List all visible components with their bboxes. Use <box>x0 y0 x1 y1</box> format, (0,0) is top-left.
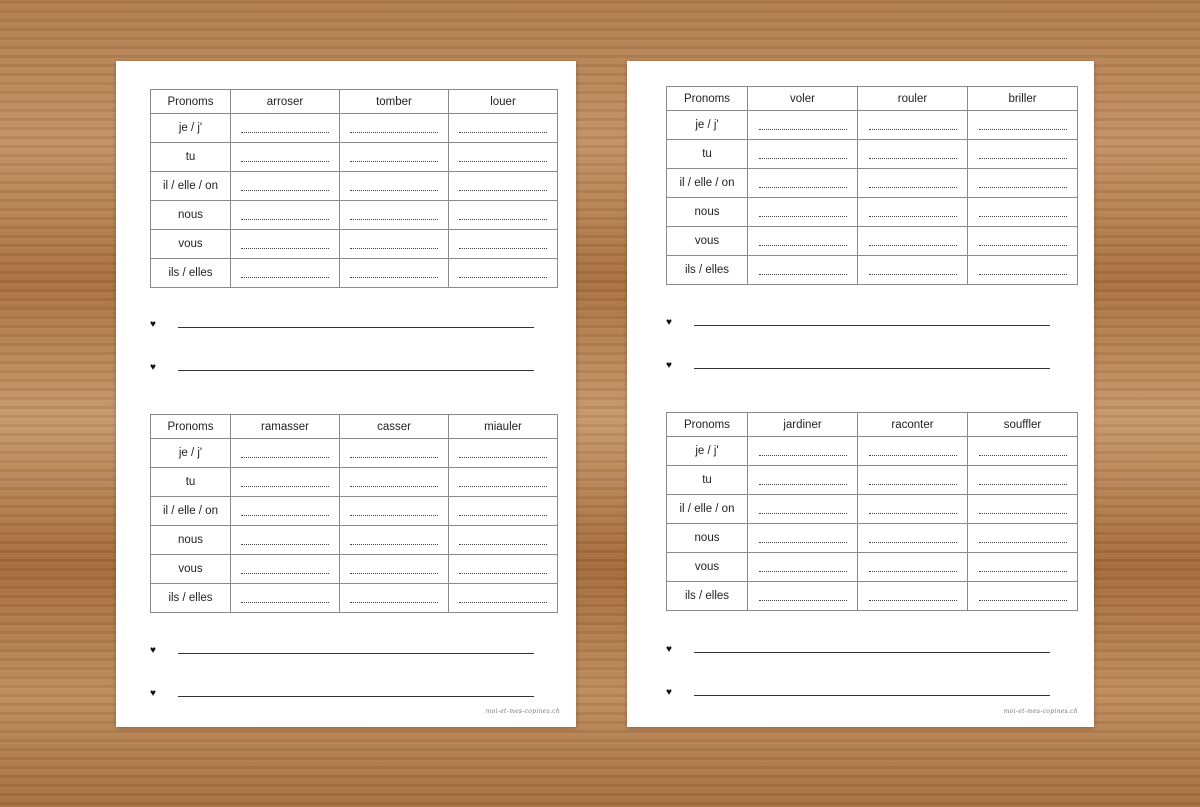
answer-cell[interactable] <box>231 230 340 259</box>
pronoun-cell: nous <box>151 526 231 555</box>
writing-line <box>178 370 534 371</box>
sentence-line-row[interactable] <box>150 356 534 399</box>
answer-cell[interactable] <box>748 111 858 140</box>
answer-cell[interactable] <box>858 198 968 227</box>
dotted-answer-line <box>869 186 957 188</box>
dotted-answer-line <box>459 276 547 278</box>
verb-header: briller <box>968 87 1078 111</box>
answer-cell[interactable] <box>858 437 968 466</box>
dotted-answer-line <box>979 215 1067 217</box>
answer-cell[interactable] <box>968 111 1078 140</box>
answer-cell[interactable] <box>968 198 1078 227</box>
table-row <box>667 198 1078 227</box>
pronoun-cell: je / j' <box>151 114 231 143</box>
answer-cell[interactable] <box>231 526 340 555</box>
dotted-answer-line <box>241 218 329 220</box>
dotted-answer-line <box>459 247 547 249</box>
dotted-answer-line <box>979 244 1067 246</box>
verb-header: ramasser <box>231 415 340 439</box>
table-header-row <box>151 415 558 439</box>
dotted-answer-line <box>241 131 329 133</box>
answer-cell[interactable] <box>340 114 449 143</box>
answer-cell[interactable] <box>449 114 558 143</box>
dotted-answer-line <box>759 599 847 601</box>
dotted-answer-line <box>350 247 438 249</box>
table-row <box>151 230 558 259</box>
answer-cell[interactable] <box>748 582 858 611</box>
dotted-answer-line <box>869 570 957 572</box>
verb-header: raconter <box>858 413 968 437</box>
dotted-answer-line <box>350 276 438 278</box>
writing-line <box>694 695 1050 696</box>
dotted-answer-line <box>759 128 847 130</box>
conjugation-table <box>666 86 1078 285</box>
writing-line <box>694 652 1050 653</box>
sentence-line-row[interactable] <box>150 313 534 356</box>
dotted-answer-line <box>869 273 957 275</box>
dotted-answer-line <box>759 512 847 514</box>
writing-line <box>694 325 1050 326</box>
answer-cell[interactable] <box>449 555 558 584</box>
table-row <box>667 582 1078 611</box>
answer-cell[interactable] <box>748 437 858 466</box>
pronoun-cell: ils / elles <box>151 584 231 613</box>
pronoun-cell: ils / elles <box>151 259 231 288</box>
answer-cell[interactable] <box>858 524 968 553</box>
pronouns-header: Pronoms <box>667 413 748 437</box>
answer-cell[interactable] <box>858 553 968 582</box>
table-row <box>667 111 1078 140</box>
answer-cell[interactable] <box>748 169 858 198</box>
heart-icon: ♥ <box>666 360 672 371</box>
answer-cell[interactable] <box>449 497 558 526</box>
answer-cell[interactable] <box>340 230 449 259</box>
dotted-answer-line <box>979 454 1067 456</box>
answer-cell[interactable] <box>340 201 449 230</box>
pronouns-header: Pronoms <box>667 87 748 111</box>
verb-header: miauler <box>449 415 558 439</box>
pronoun-cell: nous <box>667 198 748 227</box>
dotted-answer-line <box>241 276 329 278</box>
answer-cell[interactable] <box>340 439 449 468</box>
dotted-answer-line <box>350 218 438 220</box>
table-row <box>151 555 558 584</box>
verb-header: louer <box>449 90 558 114</box>
answer-cell[interactable] <box>340 172 449 201</box>
conjugation-table-block <box>666 412 1078 611</box>
answer-cell[interactable] <box>449 439 558 468</box>
pronoun-cell: vous <box>667 227 748 256</box>
dotted-answer-line <box>350 572 438 574</box>
dotted-answer-line <box>979 512 1067 514</box>
dotted-answer-line <box>350 456 438 458</box>
heart-icon: ♥ <box>666 687 672 698</box>
answer-cell[interactable] <box>858 582 968 611</box>
dotted-answer-line <box>241 543 329 545</box>
sentence-line-row[interactable] <box>150 682 534 725</box>
answer-cell[interactable] <box>968 227 1078 256</box>
answer-cell[interactable] <box>968 256 1078 285</box>
writing-line <box>178 696 534 697</box>
answer-cell[interactable] <box>231 497 340 526</box>
verb-header: voler <box>748 87 858 111</box>
dotted-answer-line <box>759 483 847 485</box>
sentence-lines <box>150 313 534 399</box>
pronoun-cell: vous <box>667 553 748 582</box>
dotted-answer-line <box>459 189 547 191</box>
table-row <box>151 526 558 555</box>
conjugation-table-block <box>150 414 558 613</box>
dotted-answer-line <box>759 244 847 246</box>
pronouns-header: Pronoms <box>151 415 231 439</box>
pronoun-cell: tu <box>667 140 748 169</box>
dotted-answer-line <box>759 186 847 188</box>
pronoun-cell: ils / elles <box>667 582 748 611</box>
dotted-answer-line <box>459 514 547 516</box>
writing-line <box>178 653 534 654</box>
answer-cell[interactable] <box>858 495 968 524</box>
answer-cell[interactable] <box>340 555 449 584</box>
answer-cell[interactable] <box>340 584 449 613</box>
pronoun-cell: tu <box>667 466 748 495</box>
table-row <box>667 437 1078 466</box>
dotted-answer-line <box>350 131 438 133</box>
answer-cell[interactable] <box>231 259 340 288</box>
worksheet-page-left <box>116 61 576 727</box>
dotted-answer-line <box>759 157 847 159</box>
dotted-answer-line <box>979 541 1067 543</box>
answer-cell[interactable] <box>340 497 449 526</box>
dotted-answer-line <box>979 483 1067 485</box>
table-row <box>667 524 1078 553</box>
heart-icon: ♥ <box>666 644 672 655</box>
answer-cell[interactable] <box>748 466 858 495</box>
table-row <box>151 201 558 230</box>
dotted-answer-line <box>979 599 1067 601</box>
answer-cell[interactable] <box>340 143 449 172</box>
sentence-lines <box>666 638 1050 724</box>
dotted-answer-line <box>350 160 438 162</box>
pronoun-cell: tu <box>151 143 231 172</box>
sentence-line-row[interactable] <box>666 638 1050 681</box>
dotted-answer-line <box>350 601 438 603</box>
answer-cell[interactable] <box>968 495 1078 524</box>
dotted-answer-line <box>350 514 438 516</box>
dotted-answer-line <box>869 128 957 130</box>
table-row <box>151 172 558 201</box>
pronoun-cell: il / elle / on <box>151 497 231 526</box>
verb-header: jardiner <box>748 413 858 437</box>
table-row <box>667 140 1078 169</box>
table-row <box>667 227 1078 256</box>
dotted-answer-line <box>979 157 1067 159</box>
table-row <box>151 497 558 526</box>
dotted-answer-line <box>979 186 1067 188</box>
dotted-answer-line <box>869 244 957 246</box>
dotted-answer-line <box>759 541 847 543</box>
answer-cell[interactable] <box>449 584 558 613</box>
table-row <box>667 256 1078 285</box>
table-row <box>667 466 1078 495</box>
answer-cell[interactable] <box>231 468 340 497</box>
dotted-answer-line <box>869 541 957 543</box>
pronoun-cell: nous <box>151 201 231 230</box>
dotted-answer-line <box>459 456 547 458</box>
answer-cell[interactable] <box>858 169 968 198</box>
answer-cell[interactable] <box>858 256 968 285</box>
dotted-answer-line <box>459 601 547 603</box>
worksheet-page-right <box>627 61 1094 727</box>
dotted-answer-line <box>241 514 329 516</box>
pronoun-cell: nous <box>667 524 748 553</box>
answer-cell[interactable] <box>968 169 1078 198</box>
answer-cell[interactable] <box>858 111 968 140</box>
heart-icon: ♥ <box>150 688 156 699</box>
dotted-answer-line <box>241 456 329 458</box>
pronouns-header: Pronoms <box>151 90 231 114</box>
answer-cell[interactable] <box>449 201 558 230</box>
table-row <box>151 114 558 143</box>
dotted-answer-line <box>459 543 547 545</box>
writing-line <box>694 368 1050 369</box>
table-row <box>667 169 1078 198</box>
sentence-line-row[interactable] <box>666 681 1050 724</box>
dotted-answer-line <box>869 215 957 217</box>
dotted-answer-line <box>979 273 1067 275</box>
pronoun-cell: je / j' <box>667 437 748 466</box>
dotted-answer-line <box>869 483 957 485</box>
pronoun-cell: tu <box>151 468 231 497</box>
answer-cell[interactable] <box>748 524 858 553</box>
answer-cell[interactable] <box>858 140 968 169</box>
sentence-lines <box>150 639 534 725</box>
dotted-answer-line <box>459 218 547 220</box>
pronoun-cell: je / j' <box>151 439 231 468</box>
answer-cell[interactable] <box>231 172 340 201</box>
pronoun-cell: vous <box>151 230 231 259</box>
answer-cell[interactable] <box>449 172 558 201</box>
answer-cell[interactable] <box>340 526 449 555</box>
dotted-answer-line <box>241 247 329 249</box>
table-row <box>151 584 558 613</box>
dotted-answer-line <box>759 454 847 456</box>
dotted-answer-line <box>459 160 547 162</box>
verb-header: casser <box>340 415 449 439</box>
sentence-line-row[interactable] <box>666 311 1050 354</box>
sentence-lines <box>666 311 1050 397</box>
table-row <box>151 468 558 497</box>
table-header-row <box>151 90 558 114</box>
verb-header: arroser <box>231 90 340 114</box>
answer-cell[interactable] <box>968 466 1078 495</box>
pronoun-cell: il / elle / on <box>667 169 748 198</box>
conjugation-table <box>666 412 1078 611</box>
dotted-answer-line <box>459 485 547 487</box>
table-header-row <box>667 87 1078 111</box>
answer-cell[interactable] <box>449 143 558 172</box>
answer-cell[interactable] <box>748 140 858 169</box>
answer-cell[interactable] <box>858 227 968 256</box>
dotted-answer-line <box>759 215 847 217</box>
table-row <box>667 495 1078 524</box>
pronoun-cell: je / j' <box>667 111 748 140</box>
answer-cell[interactable] <box>449 468 558 497</box>
answer-cell[interactable] <box>231 201 340 230</box>
dotted-answer-line <box>459 572 547 574</box>
dotted-answer-line <box>350 189 438 191</box>
dotted-answer-line <box>459 131 547 133</box>
dotted-answer-line <box>759 273 847 275</box>
heart-icon: ♥ <box>150 645 156 656</box>
pronoun-cell: il / elle / on <box>151 172 231 201</box>
answer-cell[interactable] <box>748 198 858 227</box>
dotted-answer-line <box>241 601 329 603</box>
dotted-answer-line <box>241 189 329 191</box>
heart-icon: ♥ <box>666 317 672 328</box>
conjugation-table <box>150 414 558 613</box>
verb-header: souffler <box>968 413 1078 437</box>
answer-cell[interactable] <box>748 553 858 582</box>
answer-cell[interactable] <box>231 584 340 613</box>
dotted-answer-line <box>241 160 329 162</box>
dotted-answer-line <box>350 543 438 545</box>
answer-cell[interactable] <box>748 256 858 285</box>
table-header-row <box>667 413 1078 437</box>
answer-cell[interactable] <box>968 582 1078 611</box>
pronoun-cell: ils / elles <box>667 256 748 285</box>
table-row <box>151 143 558 172</box>
table-row <box>667 553 1078 582</box>
pronoun-cell: vous <box>151 555 231 584</box>
answer-cell[interactable] <box>858 466 968 495</box>
answer-cell[interactable] <box>231 555 340 584</box>
answer-cell[interactable] <box>748 495 858 524</box>
dotted-answer-line <box>241 485 329 487</box>
dotted-answer-line <box>869 157 957 159</box>
site-credit: moi-et-mes-copines.ch <box>1003 708 1078 715</box>
answer-cell[interactable] <box>968 553 1078 582</box>
answer-cell[interactable] <box>449 526 558 555</box>
sentence-line-row[interactable] <box>666 354 1050 397</box>
answer-cell[interactable] <box>748 227 858 256</box>
answer-cell[interactable] <box>231 143 340 172</box>
heart-icon: ♥ <box>150 362 156 373</box>
verb-header: rouler <box>858 87 968 111</box>
answer-cell[interactable] <box>340 468 449 497</box>
heart-icon: ♥ <box>150 319 156 330</box>
dotted-answer-line <box>869 599 957 601</box>
sentence-line-row[interactable] <box>150 639 534 682</box>
conjugation-table-block <box>150 89 558 288</box>
answer-cell[interactable] <box>968 140 1078 169</box>
site-credit: moi-et-mes-copines.ch <box>485 708 560 715</box>
answer-cell[interactable] <box>968 524 1078 553</box>
verb-header: tomber <box>340 90 449 114</box>
dotted-answer-line <box>241 572 329 574</box>
answer-cell[interactable] <box>449 259 558 288</box>
dotted-answer-line <box>869 512 957 514</box>
dotted-answer-line <box>350 485 438 487</box>
answer-cell[interactable] <box>968 437 1078 466</box>
answer-cell[interactable] <box>340 259 449 288</box>
conjugation-table-block <box>666 86 1078 285</box>
answer-cell[interactable] <box>231 114 340 143</box>
dotted-answer-line <box>759 570 847 572</box>
conjugation-table <box>150 89 558 288</box>
answer-cell[interactable] <box>231 439 340 468</box>
dotted-answer-line <box>869 454 957 456</box>
table-row <box>151 439 558 468</box>
writing-line <box>178 327 534 328</box>
table-row <box>151 259 558 288</box>
answer-cell[interactable] <box>449 230 558 259</box>
dotted-answer-line <box>979 570 1067 572</box>
dotted-answer-line <box>979 128 1067 130</box>
pronoun-cell: il / elle / on <box>667 495 748 524</box>
